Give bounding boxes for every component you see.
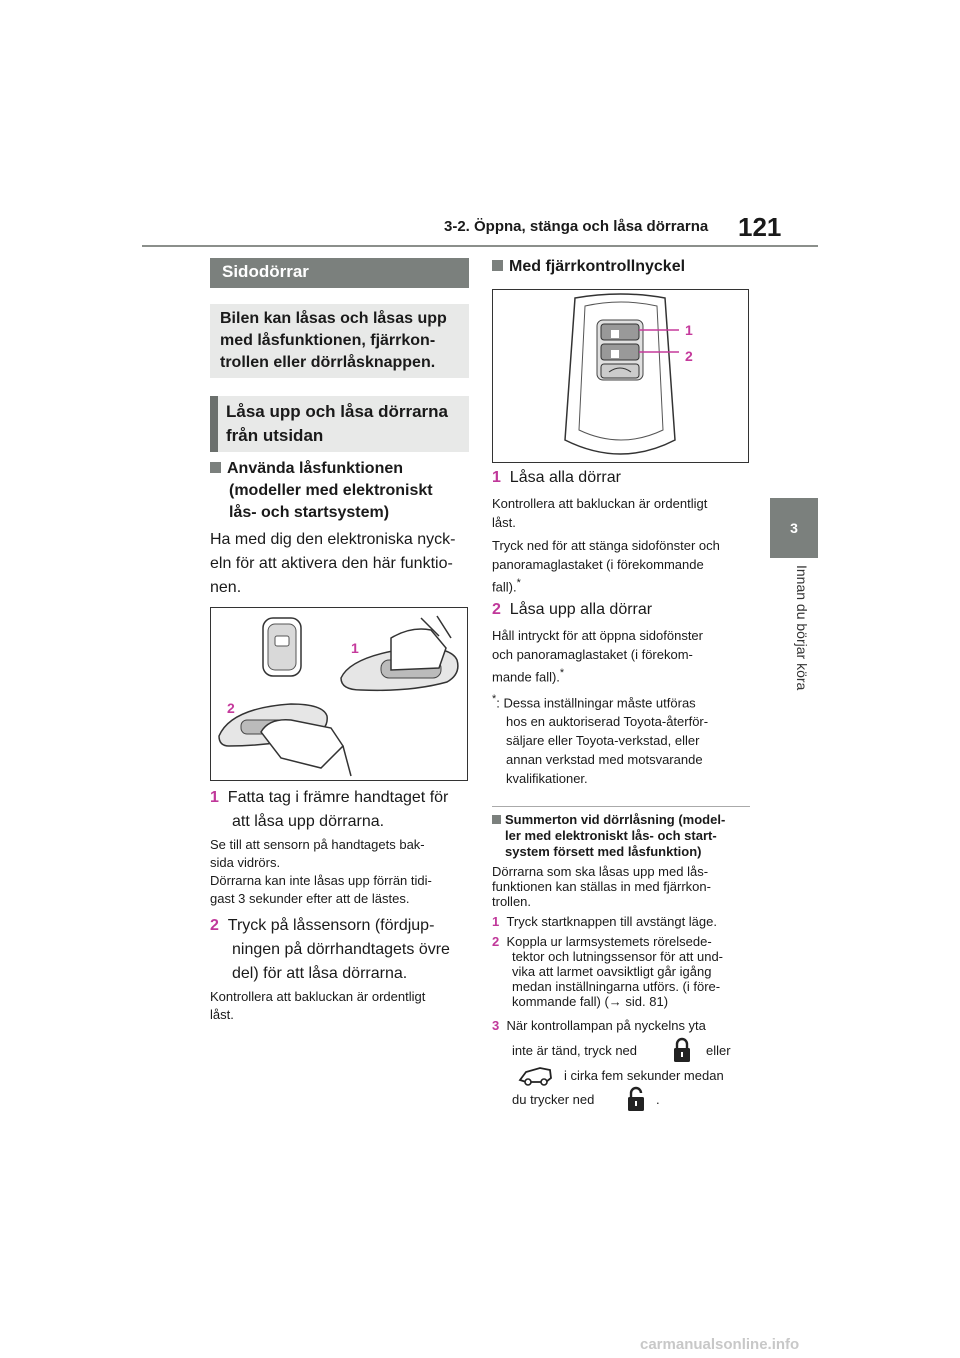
watermark: carmanualsonline.info xyxy=(640,1336,800,1353)
figure-callout-2: 2 xyxy=(227,700,235,716)
remote-item-1: 1 Låsa alla dörrar xyxy=(492,469,621,486)
chapter-side-label: Innan du börjar köra xyxy=(794,565,810,691)
unlock-icon xyxy=(624,1085,648,1113)
step-3-cont-a: inte är tänd, tryck ned xyxy=(512,1043,638,1058)
buzzer-text: Dörrarna som ska låsas upp med lås- funktionen kan ställas in med fjärrkon- trollen. xyxy=(492,864,711,909)
chapter-tab: 3 xyxy=(770,498,818,558)
step-3-cont-d: du trycker ned xyxy=(512,1092,595,1107)
remote-item-2-notes: Håll intryckt för att öppna sidofönster och panoramaglastaket (i förekom- mande fall).* xyxy=(492,628,703,685)
footnote: *: Dessa inställningar måste utföras hos en auktoriserad Toyota-återför- säljare eller Toyota-verkstad, eller annan verkstad med motsvarande kvalifikationer. xyxy=(492,693,709,787)
feature-heading: Använda låsfunktionen (modeller med elektroniskt lås- och startsystem) xyxy=(210,458,470,524)
remote-key-figure xyxy=(492,289,749,463)
subsection-heading: Låsa upp och låsa dörrarna från utsidan xyxy=(210,396,469,452)
header-rule xyxy=(142,245,818,247)
remote-callout-1: 1 xyxy=(685,322,693,338)
step-3-cont-e: . xyxy=(656,1092,660,1107)
section-divider xyxy=(492,806,750,807)
figure-callout-1: 1 xyxy=(351,640,359,656)
lock-icon xyxy=(670,1036,694,1064)
trunk-icon xyxy=(518,1064,554,1086)
door-handle-figure xyxy=(210,607,468,781)
step-2: 2 Tryck på låssensorn (fördjup- ningen på dörrhandtagets övre del) för att låsa dörrarna. xyxy=(210,917,450,982)
step-2-note: Kontrollera att bakluckan är ordentligt låst. xyxy=(210,989,426,1022)
door-handle-illustration xyxy=(211,608,467,780)
remote-item-2: 2 Låsa upp alla dörrar xyxy=(492,601,653,618)
remote-heading: Med fjärrkontrollnyckel xyxy=(492,256,752,278)
remote-key-illustration xyxy=(493,290,748,462)
step-3-cont-b: eller xyxy=(706,1043,731,1058)
buzzer-heading: Summerton vid dörrlåsning (model- ler med elektroniskt lås- och start- system försett med låsfunktion) xyxy=(492,812,754,860)
running-header: 3-2. Öppna, stänga och låsa dörrarna xyxy=(444,218,709,235)
intro-box: Bilen kan låsas och låsas upp med låsfunktionen, fjärrkon- trollen eller dörrlåsknappen. xyxy=(210,304,469,378)
step-1-note: Se till att sensorn på handtagets bak- sida vidrörs. Dörrarna kan inte låsas upp förrän tidi- gast 3 sekunder efter att de lästes. xyxy=(210,837,432,906)
section-heading: Sidodörrar xyxy=(210,258,469,288)
buzzer-step-2: 2 Koppla ur larmsystemets rörelsede- tektor och lutningssensor för att und- vika att larmet oavsiktligt går igång medan inställningarna utförs. (i före- kommande fall) (→ sid. 81) xyxy=(492,934,724,1009)
buzzer-step-1: 1 Tryck startknappen till avstängt läge. xyxy=(492,914,717,929)
remote-item-1-notes: Kontrollera att bakluckan är ordentligt låst. Tryck ned för att stänga sidofönster och panoramaglastaket (i förekommande fall).* xyxy=(492,496,720,595)
page-number: 121 xyxy=(738,212,782,242)
buzzer-step-3: 3 När kontrollampan på nyckelns yta xyxy=(492,1018,706,1033)
step-1: 1 Fatta tag i främre handtaget för att låsa upp dörrarna. xyxy=(210,789,449,830)
feature-text: Ha med dig den elektroniska nyck- eln för att aktivera den här funktio- nen. xyxy=(210,531,456,596)
step-3-cont-c: i cirka fem sekunder medan xyxy=(564,1068,724,1083)
remote-callout-2: 2 xyxy=(685,348,693,364)
